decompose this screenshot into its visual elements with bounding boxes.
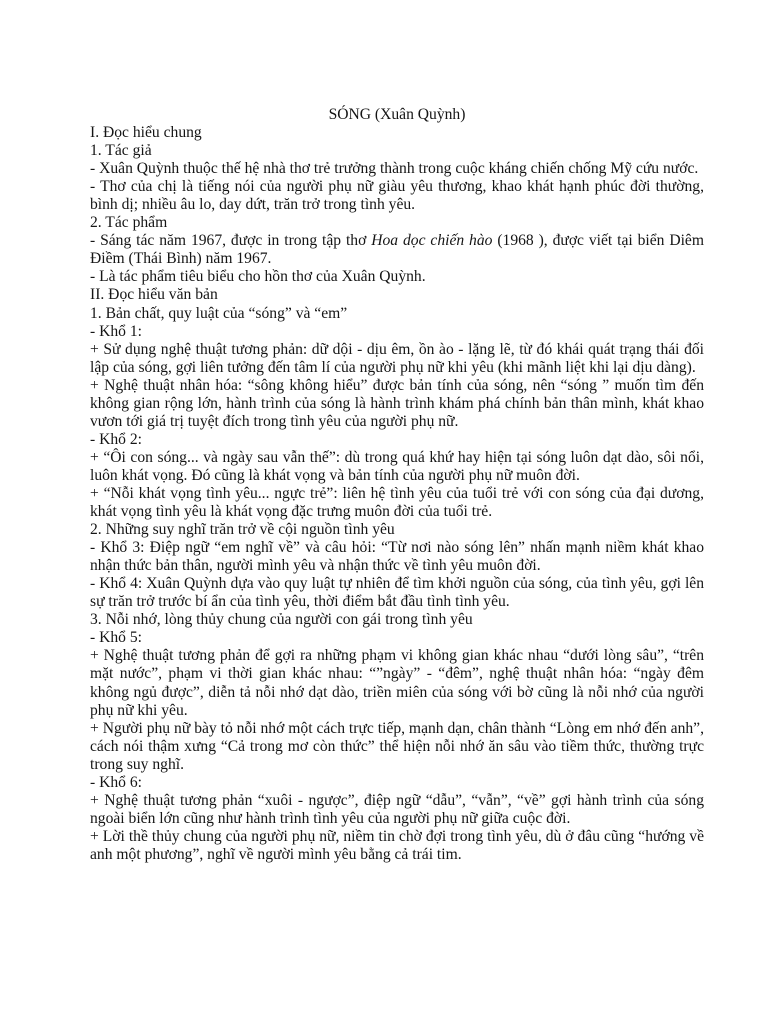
subsection-heading: 1. Bản chất, quy luật của “sóng” và “em”: [90, 304, 348, 322]
paragraph: - Khổ 3: Điệp ngữ “em nghĩ về” và câu hỏi: “Từ nơi nào sóng lên” nhấn mạnh niềm khát khao nhận thức bản thân, người mình yêu và nhận thức về tình yêu muôn đời.: [90, 539, 704, 575]
paragraph-text: (1968 ), được viết tại biển Diêm Điềm (Thái Bình) năm 1967.: [90, 232, 704, 268]
paragraph: + Sử dụng nghệ thuật tương phản: dữ dội - dịu êm, ồn ào - lặng lẽ, từ đó khái quát trạng thái đối lập của sóng, gợi liên tưởng đến tâm lí của người phụ nữ khi yêu (khi mãnh liệt khi lại dịu dàng).: [90, 340, 704, 376]
subsection-heading: 1. Tác giả: [90, 142, 152, 160]
section-heading: II. Đọc hiểu văn bản: [90, 286, 218, 304]
stanza-label: - Khổ 1:: [90, 322, 142, 340]
document-body: [90, 106, 704, 864]
paragraph: + “Nỗi khát vọng tình yêu... ngực trẻ”: liên hệ tình yêu của tuổi trẻ với con sóng của đại dương, khát vọng tình yêu là khát vọng đặc trưng muôn đời của tuổi trẻ.: [90, 484, 704, 521]
stanza-label: - Khổ 2:: [90, 430, 142, 448]
section-heading: I. Đọc hiểu chung: [90, 124, 202, 142]
paragraph: + Người phụ nữ bày tỏ nỗi nhớ một cách trực tiếp, mạnh dạn, chân thành “Lòng em nhớ đến anh”, cách nói thậm xưng “Cả trong mơ còn thức” thể hiện nỗi nhớ ăn sâu vào tiềm thức, thường trực trong suy nghĩ.: [90, 719, 704, 773]
paragraph: - Là tác phẩm tiêu biểu cho hồn thơ của Xuân Quỳnh.: [90, 268, 426, 286]
paragraph: + Lời thề thủy chung của người phụ nữ, niềm tin chờ đợi trong tình yêu, dù ở đâu cũng “hướng về anh một phương”, nghĩ về người mình yêu bằng cả trái tim.: [90, 827, 704, 863]
document-title: SÓNG (Xuân Quỳnh): [328, 106, 466, 123]
paragraph-composed: [90, 232, 704, 268]
subsection-heading: 2. Những suy nghĩ trăn trở về cội nguồn tình yêu: [90, 521, 395, 539]
paragraph: + Nghệ thuật nhân hóa: “sông không hiểu” được bản tính của sóng, nên “sóng ” muốn tìm đến không gian rộng lớn, hành trình của sóng là hành trình khám phá chính bản thân mình, khát khao vươn tới giá trị tuyệt đích trong tình yêu của người phụ nữ.: [90, 376, 704, 430]
paragraph: + Nghệ thuật tương phản “xuôi - ngược”, điệp ngữ “dẫu”, “vẫn”, “về” gợi hành trình của sóng ngoài biển lớn cũng như hành trình tình yêu của người phụ nữ giữa cuộc đời.: [90, 791, 704, 827]
paragraph: - Thơ của chị là tiếng nói của người phụ nữ giàu yêu thương, khao khát hạnh phúc đời thường, bình dị; nhiều âu lo, day dứt, trăn trở trong tình yêu.: [90, 178, 704, 214]
subsection-heading: 3. Nỗi nhớ, lòng thủy chung của người con gái trong tình yêu: [90, 611, 473, 629]
paragraph: + Nghệ thuật tương phản để gợi ra những phạm vi không gian khác nhau “dưới lòng sâu”, “trên mặt nước”, phạm vi thời gian khác nhau: “”ngày” - “đêm”, nghệ thuật nhân hóa: “ngày đêm không ngủ được”, diễn tả nỗi nhớ dạt dào, triền miên của sóng với bờ cũng là nỗi nhớ của người phụ nữ khi yêu.: [90, 647, 704, 719]
stanza-label: - Khổ 6:: [90, 773, 142, 791]
paragraph: - Khổ 4: Xuân Quỳnh dựa vào quy luật tự nhiên để tìm khởi nguồn của sóng, của tình yêu, gợi lên sự trăn trở trước bí ẩn của tình yêu, thời điểm bắt đầu tình tình yêu.: [90, 575, 704, 611]
stanza-label: - Khổ 5:: [90, 629, 142, 647]
paragraph: + “Ôi con sóng... và ngày sau vẫn thế”: dù trong quá khứ hay hiện tại sóng luôn dạt dào, sôi nổi, luôn khát vọng. Đó cũng là khát vọng và bản tính của người phụ nữ muôn đời.: [90, 448, 704, 484]
subsection-heading: 2. Tác phẩm: [90, 214, 168, 232]
book-title: Hoa dọc chiến hào: [371, 232, 493, 250]
paragraph-text: - Sáng tác năm 1967, được in trong tập thơ: [90, 232, 372, 250]
paragraph: - Xuân Quỳnh thuộc thế hệ nhà thơ trẻ trưởng thành trong cuộc kháng chiến chống Mỹ cứu nước.: [90, 160, 699, 178]
